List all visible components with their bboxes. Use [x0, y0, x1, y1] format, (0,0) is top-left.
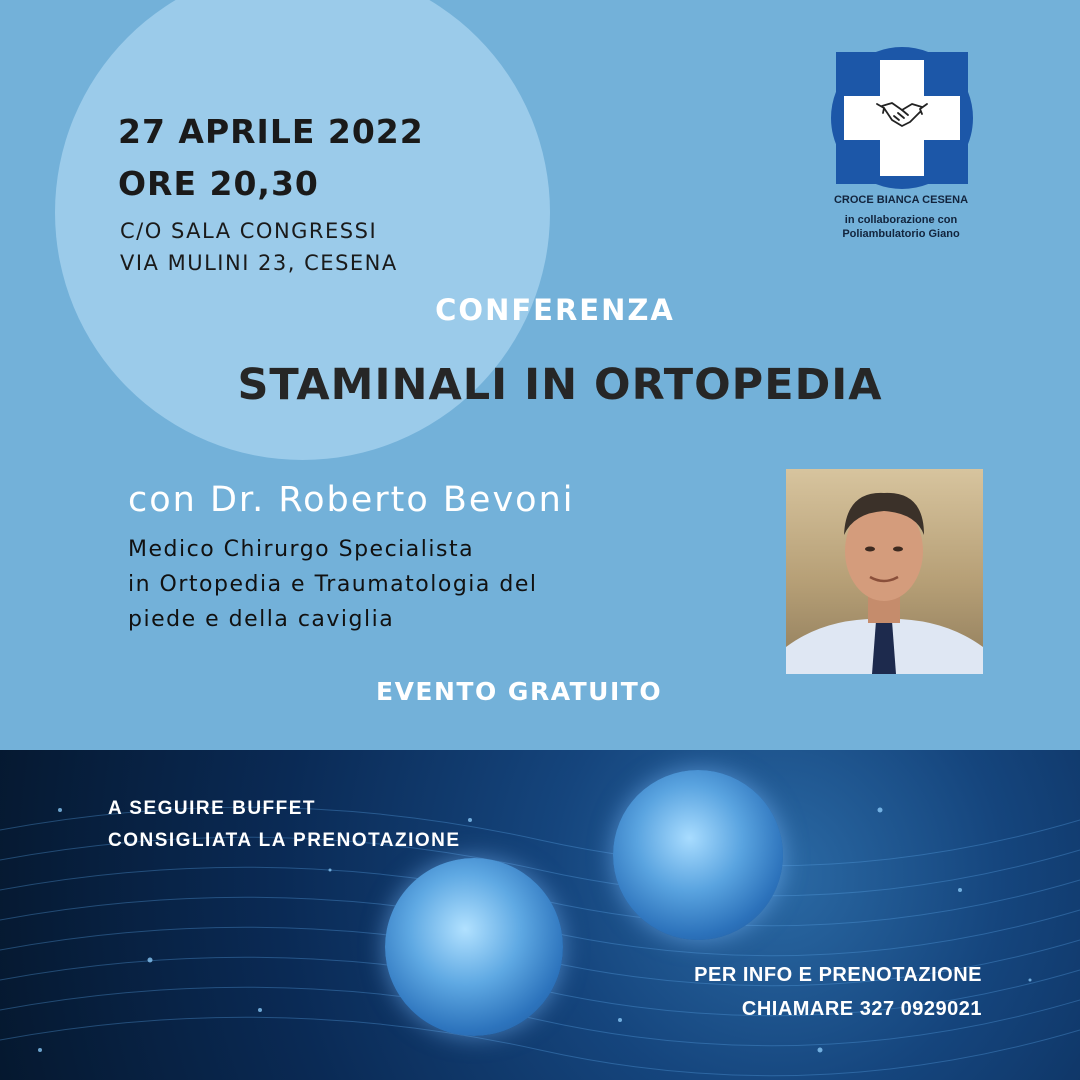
venue-line-2: VIA MULINI 23, CESENA [120, 251, 398, 275]
speaker-portrait [786, 469, 983, 674]
collab-line-2: Poliambulatorio Giano [842, 228, 960, 240]
right-eye [893, 547, 903, 552]
buffet-notice [108, 793, 461, 857]
role-line-3: piede e della caviglia [128, 607, 395, 632]
venue-line-1: C/O SALA CONGRESSI [120, 219, 378, 243]
logo-cross-horizontal [844, 96, 960, 140]
event-time: ORE 20,30 [118, 164, 319, 203]
event-venue [120, 215, 398, 279]
free-event-label: EVENTO GRATUITO [376, 677, 663, 706]
tie [872, 621, 896, 674]
info-line-1: PER INFO E PRENOTAZIONE [694, 964, 982, 986]
speaker-name: con Dr. Roberto Bevoni [128, 480, 575, 520]
conference-title: STAMINALI IN ORTOPEDIA [237, 360, 883, 410]
speaker-photo [786, 469, 983, 674]
logo-emblem-icon [836, 52, 968, 184]
role-line-2: in Ortopedia e Traumatologia del [128, 572, 538, 597]
croce-bianca-logo [831, 47, 973, 189]
phone-number: CHIAMARE 327 0929021 [741, 998, 982, 1020]
stem-cell-right [613, 770, 783, 940]
stem-cell-left [385, 858, 563, 1036]
role-line-1: Medico Chirurgo Specialista [128, 537, 475, 562]
organizer-name: CROCE BIANCA CESENA [833, 194, 969, 206]
conference-kicker: CONFERENZA [435, 293, 675, 327]
buffet-line: A SEGUIRE BUFFET [108, 798, 317, 819]
collab-line-1: in collaborazione con [844, 214, 958, 226]
organizer-block [800, 193, 1002, 241]
contact-info [560, 958, 982, 1026]
reservation-advice: CONSIGLIATA LA PRENOTAZIONE [108, 830, 461, 851]
speaker-role [128, 532, 728, 637]
event-date: 27 APRILE 2022 [118, 112, 424, 151]
left-eye [865, 547, 875, 552]
